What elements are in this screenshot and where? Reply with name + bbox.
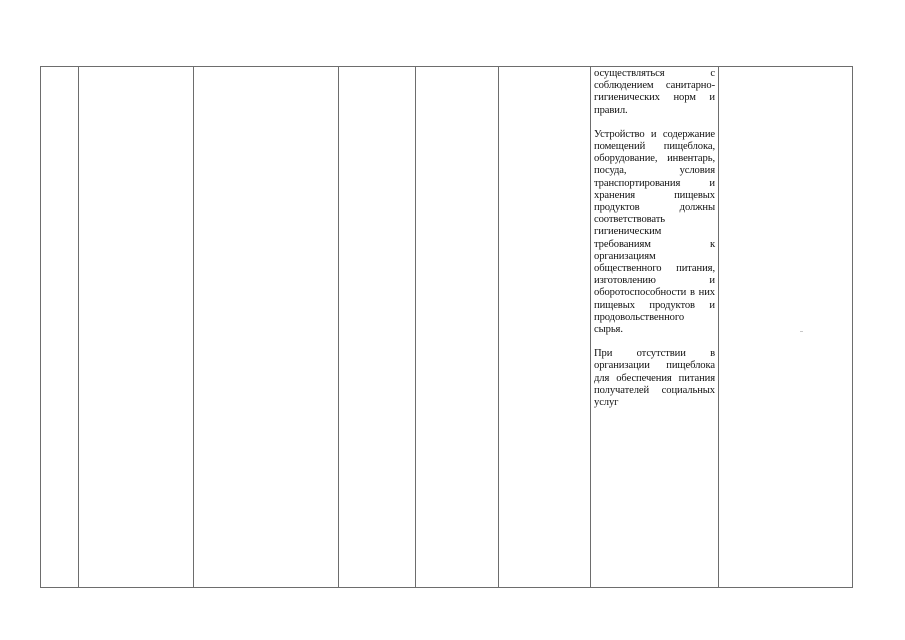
scan-artifact (800, 331, 803, 332)
paragraph-catering-unit-requirements: Устройство и содержание помещений пищеблока, оборудование, инвентарь, посуда, условия транспортирования и хранения пищевых продуктов должны соответствовать гигиеническим требованиям к организациям общественного питания, изготовлению и оборотоспособности в них пищевых продуктов и продовольственного сырья. (594, 128, 715, 336)
table-cell-col6 (499, 67, 591, 588)
paragraph-no-catering-unit: При отсутствии в организации пищеблока для обеспечения питания получателей социальных услуг (594, 348, 715, 409)
table-cell-col2 (79, 67, 194, 588)
table-cell-col3 (194, 67, 339, 588)
table-row (41, 67, 853, 588)
standards-table (40, 66, 853, 588)
table-cell-col5 (416, 67, 499, 588)
table-cell-col1 (41, 67, 79, 588)
paragraph-sanitary-norms: осуществляться с соблюдением санитарно-гигиенических норм и правил. (594, 68, 715, 116)
table-cell-col8 (719, 67, 853, 588)
table-cell-requirements (591, 67, 719, 588)
requirements-text (591, 67, 718, 409)
table-cell-col4 (339, 67, 416, 588)
